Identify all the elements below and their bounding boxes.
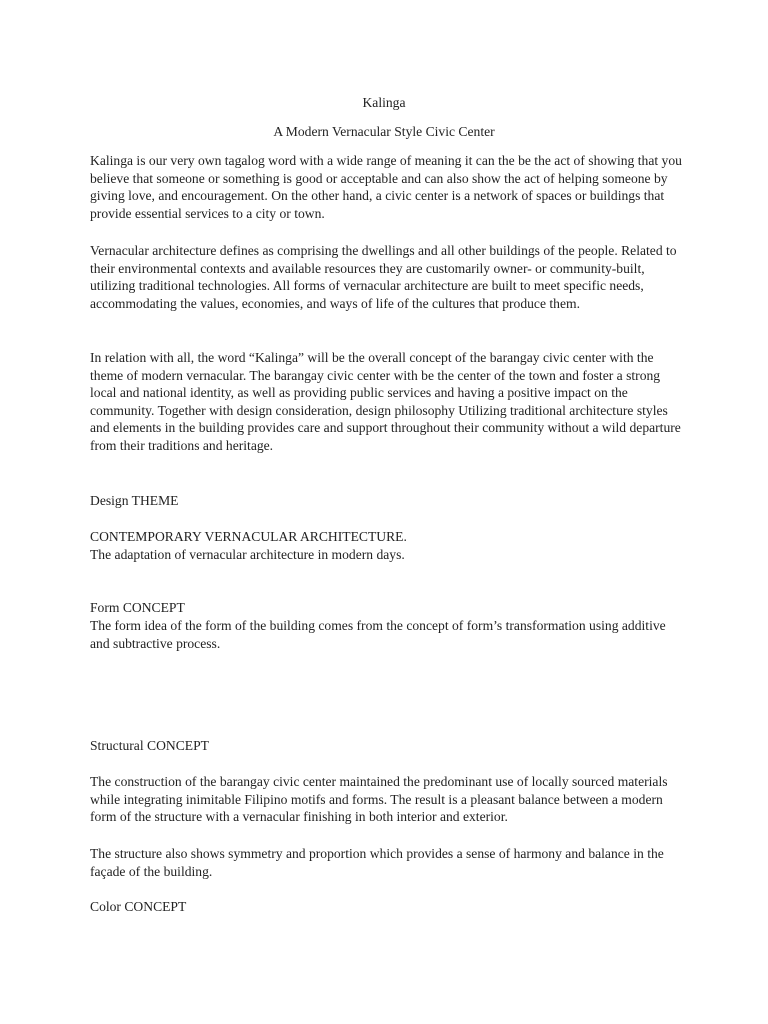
structural-concept-heading: Structural CONCEPT [90, 738, 209, 753]
structural-concept-paragraph: The construction of the barangay civic center maintained the predominant use of locally sourced materials while integrating inimitable Filipino motifs and forms. The result is a pleasant balance between a modern form of the structure with a vernacular finishing in both interior and exterior. [90, 774, 668, 824]
design-theme-text: The adaptation of vernacular architecture in modern days. [90, 547, 405, 562]
vernacular-paragraph: Vernacular architecture defines as comprising the dwellings and all other buildings of the people. Related to their environmental contexts and available resources they are customarily owner- or community-built, utilizing traditional technologies. All forms of vernacular architecture are built to meet specific needs, accommodating the values, economies, and ways of life of the cultures that produce them. [90, 243, 677, 311]
color-concept-heading: Color CONCEPT [90, 899, 187, 914]
document-subtitle: A Modern Vernacular Style Civic Center [273, 124, 495, 139]
design-theme-subheading: CONTEMPORARY VERNACULAR ARCHITECTURE. [90, 529, 407, 544]
document-title: Kalinga [362, 95, 406, 110]
structural-symmetry-paragraph: The structure also shows symmetry and proportion which provides a sense of harmony and balance in the façade of the building. [90, 846, 664, 879]
form-concept-text: The form idea of the form of the building comes from the concept of form’s transformation using additive and subtractive process. [90, 618, 666, 651]
design-theme-heading: Design THEME [90, 493, 179, 508]
relation-paragraph: In relation with all, the word “Kalinga” will be the overall concept of the barangay civic center with the theme of modern vernacular. The barangay civic center with be the center of the town and foster a strong local and national identity, as well as providing public services and having a positive impact on the community. Together with design consideration, design philosophy Utilizing traditional architecture styles and elements in the building provides care and support throughout their community without a wild departure from their traditions and heritage. [90, 350, 681, 453]
form-concept-heading: Form CONCEPT [90, 600, 185, 615]
intro-paragraph: Kalinga is our very own tagalog word with a wide range of meaning it can the be the act of showing that you believe that someone or something is good or acceptable and can also show the act of helping someone by giving love, and encouragement. On the other hand, a civic center is a network of spaces or buildings that provide essential services to a city or town. [90, 153, 682, 221]
